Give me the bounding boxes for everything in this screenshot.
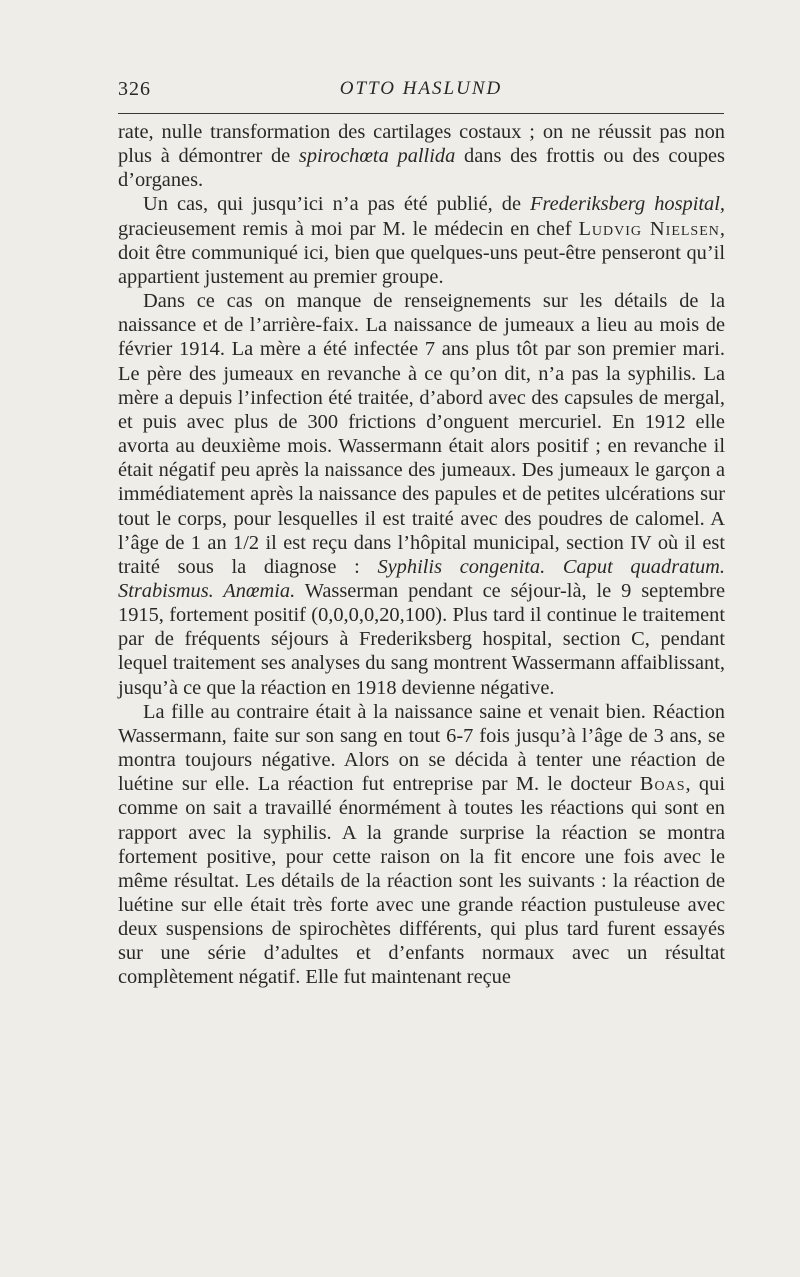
paragraph (118, 700, 725, 990)
text-run: Un cas, qui jusqu’ici n’a pas été publié, de (143, 193, 531, 216)
paragraph (118, 120, 725, 192)
text-run: , doit être communiqué ici, bien que quelques-uns peut-être penseront qu’il appartient justement au premier groupe. (118, 217, 725, 288)
text-run: Wasserman pendant ce séjour-là, le 9 septembre 1915, fortement positif (0,0,0,0,20,100). Plus tard il continue le traitement par de fréquents séjours à Frederiksberg hospital, section C, pendant lequel traitement ses analyses du sang montrent Wassermann affaiblissant, jusqu’à ce que la réaction en 1918 devienne négative. (118, 579, 725, 699)
text-run: , qui comme on sait a travaillé énormément à toutes les réactions qui sont en rapport avec la syphilis. A la grande surprise la réaction se montra fortement positive, pour cette raison on la fit encore une fois avec le même résultat. Les détails de la réaction sont les suivants : la réaction de luétine sur elle était très forte avec une grande réaction pustuleuse avec deux suspensions de spirochètes différents, qui plus tard furent essayés sur une série d’adultes et d’enfants normaux avec un résultat complètement négatif. Elle fut maintenant reçue (118, 773, 725, 989)
italic-run: Frederiksberg hospital, (530, 193, 726, 216)
paragraph (118, 192, 725, 289)
text-run: gracieusement remis à moi par M. le médecin en chef (118, 217, 579, 240)
running-title: OTTO HASLUND (339, 78, 503, 99)
author-name: Boas (639, 773, 686, 796)
page-number: 326 (118, 78, 151, 100)
text-run: La fille au contraire était à la naissance saine et venait bien. Réaction Wassermann, faite sur son sang en tout 6-7 fois jusqu’à l’âge de 3 ans, se montra toujours négative. Alors on se décida à tenter une réaction de luétine sur elle. La réaction fut entreprise par M. le docteur (118, 700, 725, 796)
italic-run: Syphilis congenita. Caput quadratum. Strabismus. Anœmia. (118, 555, 726, 602)
author-name: Ludvig Nielsen (578, 217, 720, 240)
paragraph (118, 289, 725, 700)
italic-run: spirochœta pallida (298, 145, 456, 168)
running-head (118, 78, 724, 108)
text-run: dans des frottis ou des coupes d’organes. (118, 145, 725, 192)
text-run: Dans ce cas on manque de renseignements sur les détails de la naissance et de l’arrière-faix. La naissance de jumeaux a lieu au mois de février 1914. La mère a été infectée 7 ans plus tôt par son premier mari. Le père des jumeaux en revanche à ce qu’on dit, n’a pas la syphilis. La mère a depuis l’infection été traitée, d’abord avec des capsules de mergal, et puis avec plus de 300 frictions d’onguent mercuriel. En 1912 elle avorta au deuxième mois. Wassermann était alors positif ; en revanche il était négatif peu après la naissance des jumeaux. Des jumeaux le garçon a immédiatement après la naissance des papules et de petites ulcérations sur tout le corps, pour lesquelles il est traité avec des poudres de calomel. A l’âge de 1 an 1/2 il est reçu dans l’hôpital municipal, section IV où il est traité sous la diagnose : (118, 290, 725, 578)
body-text (118, 120, 725, 990)
header-rule (118, 113, 724, 114)
text-run: rate, nulle transformation des cartilages costaux ; on ne réussit pas non plus à démontrer de (118, 121, 725, 168)
